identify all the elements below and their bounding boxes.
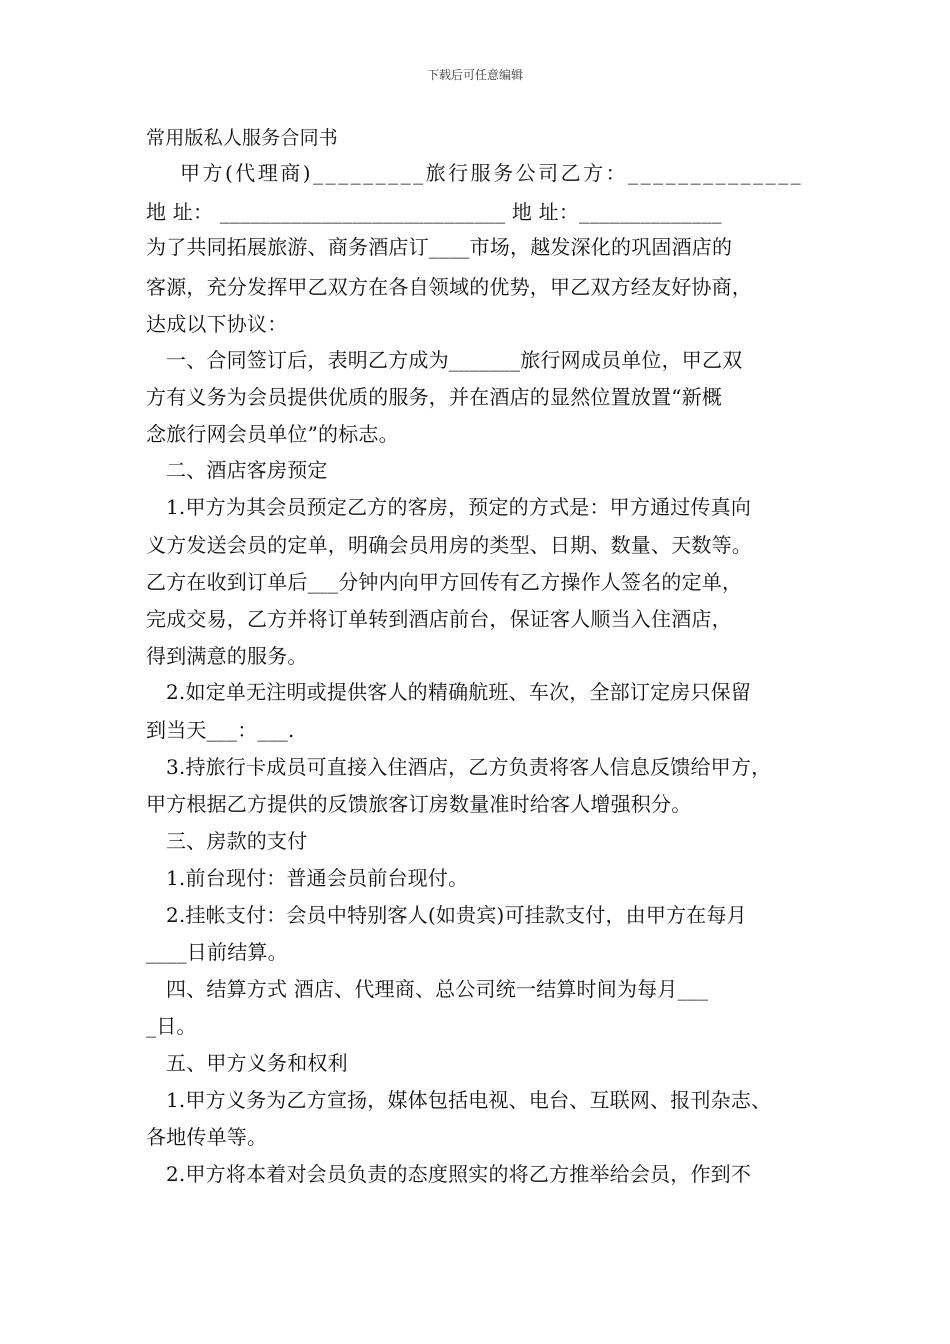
paragraph-line: 1.甲方为其会员预定乙方的客房，预定的方式是：甲方通过传真向 [166,495,752,519]
paragraph-line: 甲方根据乙方提供的反馈旅客订房数量准时给客人增强积分。 [146,792,692,816]
paragraph-line: 为了共同拓展旅游、商务酒店订____市场，越发深化的巩固酒店的 [146,235,733,259]
paragraph-line: 1.前台现付：普通会员前台现付。 [166,866,469,890]
paragraph-line: 念旅行网会员单位”的标志。 [146,422,399,446]
paragraph-line: 各地传单等。 [146,1125,268,1149]
header-note: 下载后可任意编辑 [426,68,523,82]
paragraph-line: 义方发送会员的定单，明确会员用房的类型、日期、数量、天数等。 [146,533,752,557]
paragraph-line: 乙方在收到订单后___分钟内向甲方回传有乙方操作人签名的定单， [146,570,743,594]
address-line: 地 址： ____________________________ 地 址：______________ [146,200,722,224]
paragraph-line: 2.挂帐支付：会员中特别客人(如贵宾)可挂款支付，由甲方在每月 [166,903,747,927]
party-a-line: 甲方(代理商)_________旅行服务公司乙方：______________ [180,161,804,185]
paragraph-line: ____日前结算。 [146,940,288,964]
paragraph-line: 方有义务为会员提供优质的服务，并在酒店的显然位置放置“新概 [146,385,723,409]
paragraph-line: 2.如定单无注明或提供客人的精确航班、车次，全部订定房只保留 [166,680,752,704]
paragraph-line: 到当天___：___. [146,718,295,742]
section-heading: 四、结算方式 酒店、代理商、总公司统一结算时间为每月___ [166,977,709,1001]
section-heading: 二、酒店客房预定 [166,458,328,482]
paragraph-line: 1.甲方义务为乙方宣扬，媒体包括电视、电台、互联网、报刊杂志、 [166,1088,772,1112]
paragraph-line: 完成交易，乙方并将订单转到酒店前台，保证客人顺当入住酒店， [146,607,732,631]
section-heading: 五、甲方义务和权利 [166,1051,348,1075]
paragraph-line: 3.持旅行卡成员可直接入住酒店，乙方负责将客人信息反馈给甲方， [166,755,772,779]
document-title: 常用版私人服务合同书 [146,127,339,149]
paragraph-line: 一、合同签订后，表明乙方成为_______旅行网成员单位，甲乙双 [166,348,743,372]
paragraph-line: 客源，充分发挥甲乙双方在各自领域的优势，甲乙双方经友好协商， [146,275,752,299]
paragraph-line: 达成以下协议： [146,312,288,336]
section-heading: 三、房款的支付 [166,829,308,853]
paragraph-line: 2.甲方将本着对会员负责的态度照实的将乙方推举给会员，作到不 [166,1162,752,1186]
paragraph-line: _日。 [146,1014,197,1038]
paragraph-line: 得到满意的服务。 [146,644,308,668]
